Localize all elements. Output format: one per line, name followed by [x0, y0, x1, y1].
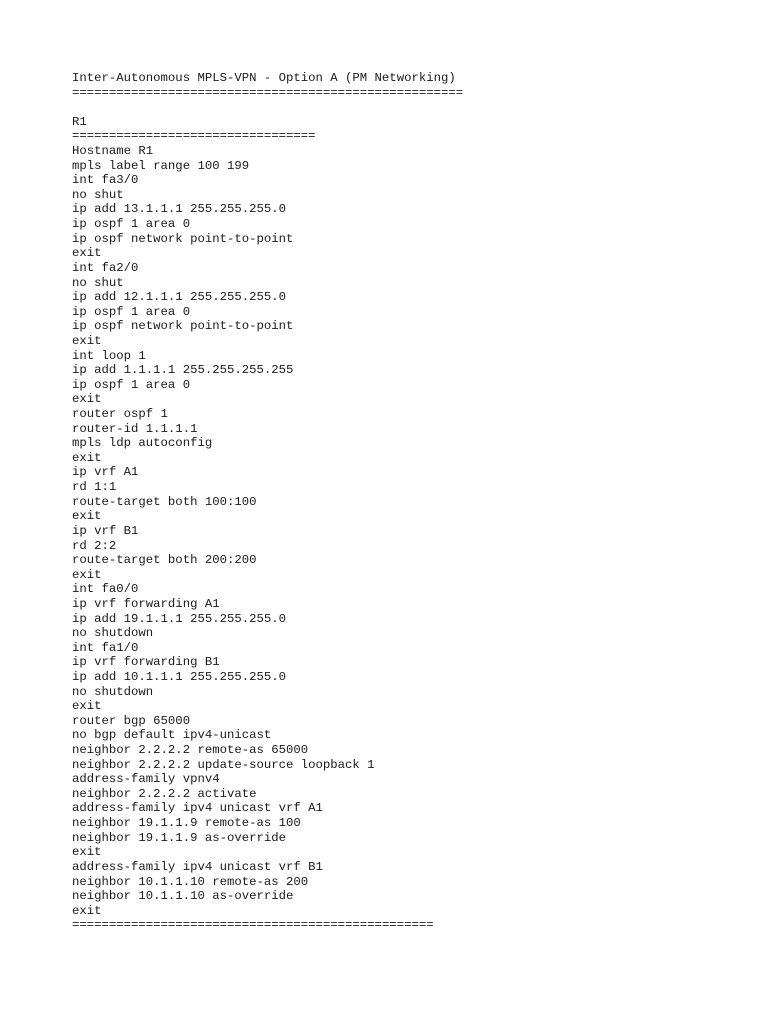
document-title: Inter-Autonomous MPLS-VPN - Option A (PM Networking): [72, 71, 456, 85]
config-line: ip ospf 1 area 0: [72, 304, 191, 319]
config-line: address-family ipv4 unicast vrf A1: [72, 801, 323, 816]
config-line: neighbor 2.2.2.2 remote-as 65000: [72, 743, 309, 758]
config-line: neighbor 10.1.1.10 as-override: [72, 889, 294, 904]
config-line: router bgp 65000: [72, 713, 191, 728]
config-block: [72, 144, 752, 918]
config-line: neighbor 10.1.1.10 remote-as 200: [72, 874, 309, 889]
config-line: exit: [72, 333, 102, 348]
document-page: [72, 71, 752, 933]
config-line: no shut: [72, 187, 124, 202]
config-line: exit: [72, 246, 102, 261]
config-line: router ospf 1: [72, 407, 168, 422]
config-line: neighbor 2.2.2.2 update-source loopback 1: [72, 757, 375, 772]
config-line: neighbor 2.2.2.2 activate: [72, 786, 257, 801]
config-line: ip ospf network point-to-point: [72, 319, 294, 334]
config-line: address-family vpnv4: [72, 772, 220, 787]
config-line: ip vrf forwarding B1: [72, 655, 220, 670]
section-rule: =================================: [72, 129, 316, 144]
config-line: mpls ldp autoconfig: [72, 436, 213, 451]
config-line: int fa1/0: [72, 640, 139, 655]
config-line: exit: [72, 699, 102, 714]
section-heading: R1: [72, 114, 87, 129]
config-line: no shutdown: [72, 626, 154, 641]
config-line: int fa0/0: [72, 582, 139, 597]
config-line: int fa2/0: [72, 260, 139, 275]
closing-rule: =================================================: [72, 918, 434, 933]
config-line: no shutdown: [72, 684, 154, 699]
config-line: ip add 1.1.1.1 255.255.255.255: [72, 363, 294, 378]
config-line: ip vrf forwarding A1: [72, 596, 220, 611]
config-line: ip vrf A1: [72, 465, 139, 480]
config-line: exit: [72, 509, 102, 524]
config-line: address-family ipv4 unicast vrf B1: [72, 859, 323, 874]
config-line: ip add 13.1.1.1 255.255.255.0: [72, 202, 287, 217]
config-line: exit: [72, 903, 102, 918]
config-line: mpls label range 100 199: [72, 158, 250, 173]
config-line: int loop 1: [72, 348, 146, 363]
config-line: exit: [72, 567, 102, 582]
config-line: neighbor 19.1.1.9 as-override: [72, 830, 287, 845]
config-line: Hostname R1: [72, 144, 154, 159]
config-line: ip vrf B1: [72, 523, 139, 538]
config-line: no bgp default ipv4-unicast: [72, 728, 272, 743]
config-line: ip add 10.1.1.1 255.255.255.0: [72, 669, 287, 684]
config-line: route-target both 100:100: [72, 494, 257, 509]
config-line: neighbor 19.1.1.9 remote-as 100: [72, 816, 301, 831]
config-line: ip ospf network point-to-point: [72, 231, 294, 246]
config-line: no shut: [72, 275, 124, 290]
config-line: route-target both 200:200: [72, 553, 257, 568]
config-line: ip ospf 1 area 0: [72, 217, 191, 232]
config-line: ip ospf 1 area 0: [72, 377, 191, 392]
config-line: ip add 19.1.1.1 255.255.255.0: [72, 611, 287, 626]
config-line: router-id 1.1.1.1: [72, 421, 198, 436]
spacer: [72, 100, 752, 115]
title-rule: =====================================================: [72, 85, 464, 100]
config-line: exit: [72, 450, 102, 465]
config-line: int fa3/0: [72, 173, 139, 188]
config-line: exit: [72, 845, 102, 860]
config-line: exit: [72, 392, 102, 407]
config-line: rd 1:1: [72, 480, 117, 495]
config-line: rd 2:2: [72, 538, 117, 553]
config-line: ip add 12.1.1.1 255.255.255.0: [72, 290, 287, 305]
